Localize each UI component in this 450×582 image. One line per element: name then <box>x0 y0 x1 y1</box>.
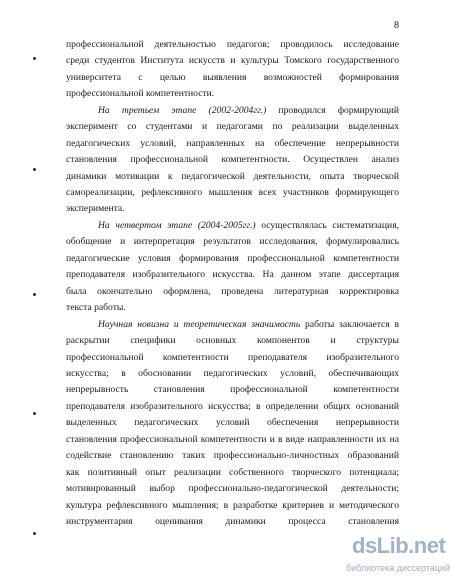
margin-dot <box>33 293 36 296</box>
text-line <box>66 300 399 316</box>
line-text: работы заключается в <box>300 319 399 330</box>
line-text: профессиональной деятельностью педагогов; проводилось исследование <box>66 39 399 50</box>
text-line <box>66 169 399 185</box>
text-line <box>66 284 399 300</box>
line-text: раскрытии специфики основных компонентов и структуры <box>66 335 399 346</box>
text-line <box>66 514 399 530</box>
text-line <box>66 70 399 86</box>
line-text: инструментария оценивания динамики процесса становления <box>66 516 399 527</box>
text-line <box>66 448 399 464</box>
line-text: как позитивный опыт реализации собственного творческого потенциала; <box>66 467 399 478</box>
line-text: осуществлялась систематизация, <box>255 220 400 231</box>
watermark-subtitle: библиотека диссертаций <box>346 563 450 573</box>
line-text: эксперимент со студентами и педагогами по реализации выделенных <box>66 121 399 132</box>
line-text: профессиональной компетентности. <box>66 88 215 99</box>
text-line <box>66 185 399 201</box>
line-text: становления профессиональной компетентности и в виде направленности их на <box>66 434 399 445</box>
line-text: динамики мотивации к педагогической деятельности, опыта творческой <box>66 171 399 182</box>
line-text: проводился формирующий <box>266 105 399 116</box>
line-text: становления профессиональной компетентности. Осуществлен анализ <box>66 154 399 165</box>
text-line <box>66 53 399 69</box>
margin-dot <box>33 57 36 60</box>
text-line <box>66 201 399 217</box>
line-text: преподавателя изобразительного искусства; в определении общих оснований <box>66 401 399 412</box>
text-line <box>66 251 399 267</box>
text-line <box>66 37 399 53</box>
line-text: преподавателя изобразительного искусства. На данном этапе диссертация <box>66 269 399 280</box>
text-line <box>66 350 399 366</box>
line-text: профессиональной компетентности преподавателя изобразительного <box>66 352 399 363</box>
line-text: педагогических условий, направленных на обеспечение непрерывности <box>66 138 399 149</box>
line-text: университета с целью выявления возможностей формирования <box>66 72 399 83</box>
line-text: обобщение и интерпретация результатов исследования, формулировались <box>66 236 399 247</box>
text-line <box>66 415 399 431</box>
text-line <box>66 366 399 382</box>
watermark <box>346 533 450 582</box>
text-line <box>66 136 399 152</box>
line-text: культура рефлексивного мышления; в разработке критериев и методического <box>66 500 399 511</box>
text-line <box>66 498 399 514</box>
line-text: выделенных педагогических условий обеспечения непрерывности <box>66 417 399 428</box>
text-line <box>66 267 399 283</box>
italic-lead: На третьем этапе (2002-2004гг.) <box>98 105 267 116</box>
line-text: педагогические условия формирования профессиональной компетентности <box>66 253 399 264</box>
line-text: текста работы. <box>66 302 126 313</box>
line-text: мотивированный выбор профессионально-педагогической деятельности; <box>66 483 399 494</box>
page-number: 8 <box>394 20 399 31</box>
text-line <box>66 234 399 250</box>
line-text: была окончательно оформлена, проведена литературная корректировка <box>66 286 399 297</box>
text-line <box>66 119 399 135</box>
margin-dot <box>33 532 36 535</box>
line-text: среди студентов Института искусств и культуры Томского государственного <box>66 55 399 66</box>
italic-lead: Научная новизна и теоретическая значимость <box>98 319 301 330</box>
text-line <box>66 399 399 415</box>
text-line <box>66 481 399 497</box>
text-line <box>98 317 399 333</box>
text-line <box>66 432 399 448</box>
text-line <box>98 218 399 234</box>
text-line <box>66 382 399 398</box>
italic-lead: На четвертом этапе (2004-2005гг.) <box>98 220 256 231</box>
line-text: непрерывность становления профессиональной компетентности <box>66 384 399 395</box>
text-line <box>66 333 399 349</box>
text-line <box>66 86 399 102</box>
margin-dot <box>33 168 36 171</box>
line-text: содействие становлению таких профессионально-личностных образований <box>66 450 399 461</box>
margin-dot <box>33 412 36 415</box>
text-line <box>66 465 399 481</box>
text-line <box>98 103 399 119</box>
line-text: эксперимента. <box>66 203 125 214</box>
watermark-logo: dsLib.net <box>352 533 446 558</box>
line-text: искусства; в обосновании педагогических условий, обеспечивающих <box>66 368 399 379</box>
line-text: самореализации, рефлексивного мышления всех участников формирующего <box>66 187 399 198</box>
text-line <box>66 152 399 168</box>
